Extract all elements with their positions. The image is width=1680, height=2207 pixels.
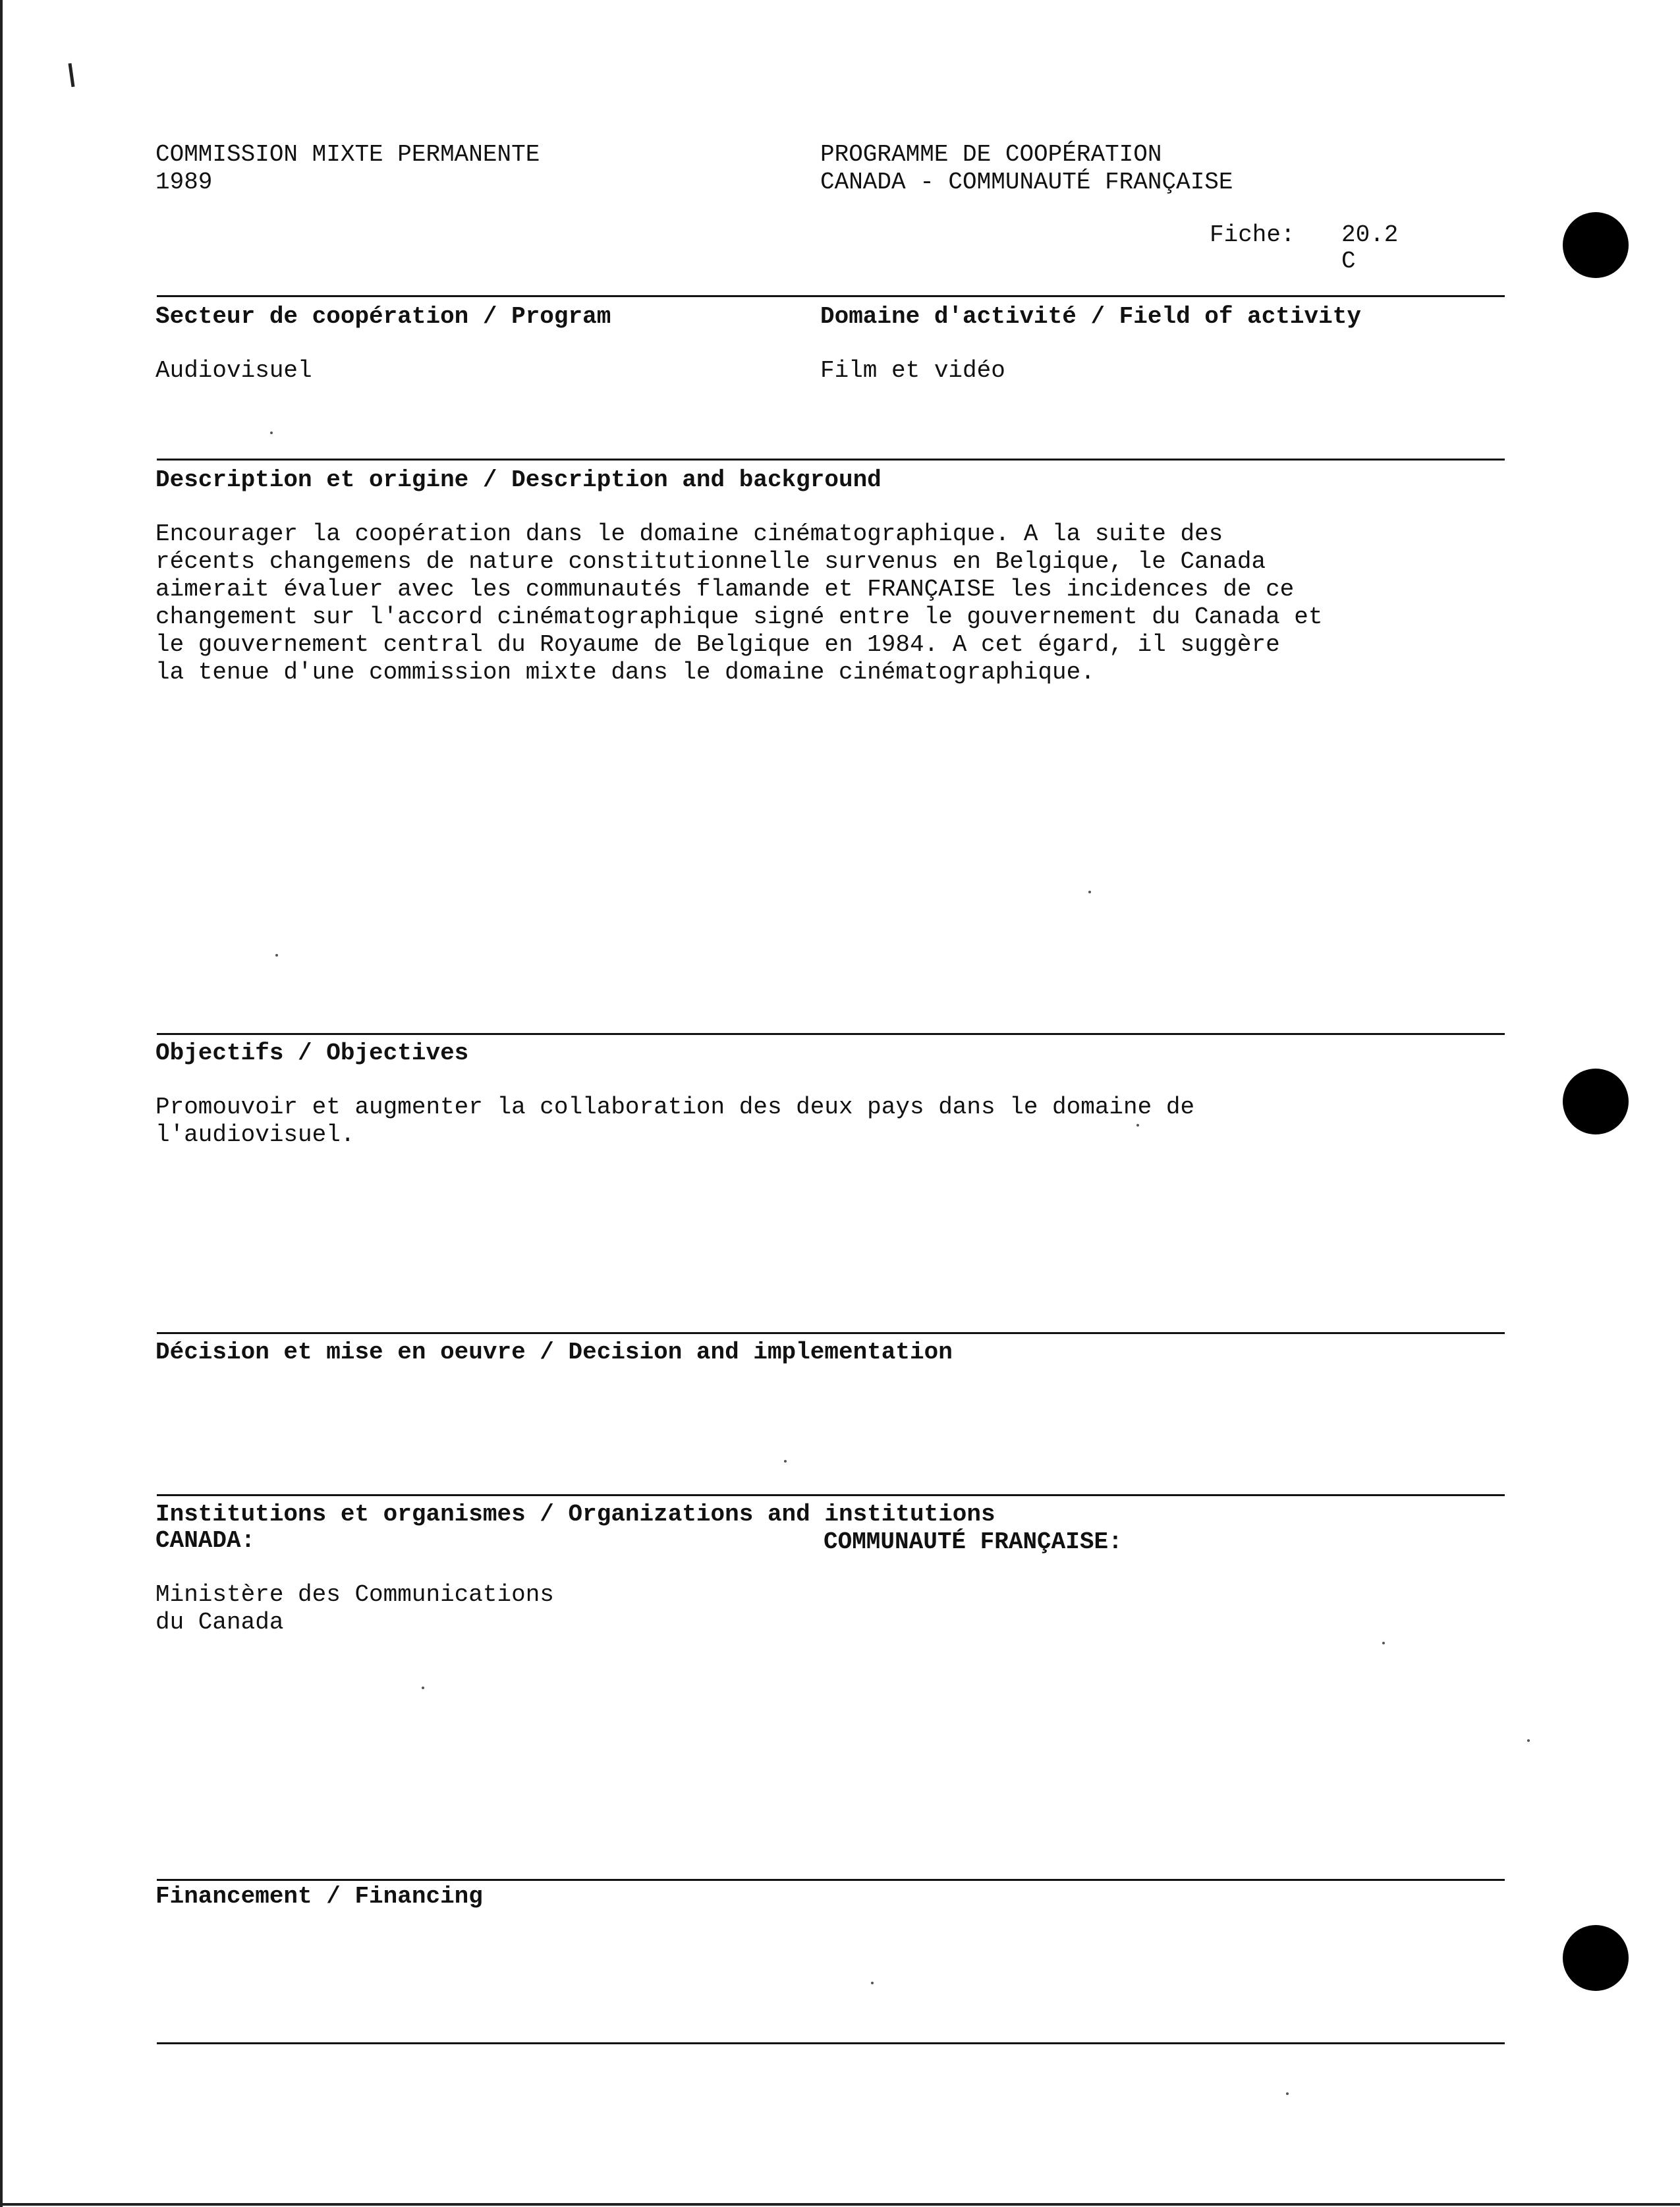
- commission-title: COMMISSION MIXTE PERMANENTE: [155, 141, 540, 168]
- description-text: Encourager la coopération dans le domaine cinématographique. A la suite des récents changemens de nature constitutionnelle survenus en Belgique, le Canada aimerait évaluer avec les communautés flamande et FRANÇAISE les incidences de ce changement sur l'accord cinématographique signé entre le gouvernement du Canada et le gouvernement central du Royaume de Belgique en 1984. A cet égard, il suggère la tenue d'une commission mixte dans le domaine cinématographique.: [155, 520, 1323, 686]
- scan-speck: [1382, 1642, 1385, 1644]
- programme-subtitle: CANADA - COMMUNAUTÉ FRANÇAISE: [820, 169, 1233, 196]
- fiche-label: Fiche:: [1210, 221, 1295, 248]
- punch-hole-middle: [1563, 1069, 1629, 1134]
- divider-2: [157, 459, 1505, 461]
- punch-hole-bottom: [1563, 1925, 1629, 1991]
- divider-5: [157, 1494, 1505, 1496]
- objectives-text: Promouvoir et augmenter la collaboration des deux pays dans le domaine de l'audiovisuel.: [155, 1094, 1195, 1148]
- scan-speck: [784, 1460, 787, 1463]
- fiche-number: 20.2: [1341, 221, 1399, 248]
- canada-institution-text: Ministère des Communications du Canada: [155, 1581, 554, 1636]
- decision-heading: Décision et mise en oeuvre / Decision and implementation: [155, 1339, 953, 1366]
- scan-speck: [275, 954, 278, 957]
- scan-mark: [69, 63, 75, 87]
- divider-6: [157, 1879, 1505, 1881]
- objectives-heading: Objectifs / Objectives: [155, 1040, 469, 1067]
- scan-speck: [1286, 2092, 1289, 2095]
- description-heading: Description et origine / Description and background: [155, 466, 882, 493]
- divider-4: [157, 1332, 1505, 1334]
- scan-speck: [871, 1982, 874, 1984]
- divider-7: [157, 2042, 1505, 2044]
- scan-border-left: [0, 0, 3, 2207]
- programme-title: PROGRAMME DE COOPÉRATION: [820, 141, 1162, 168]
- scan-speck: [270, 432, 273, 434]
- financing-heading: Financement / Financing: [155, 1883, 483, 1910]
- scan-speck: [422, 1687, 424, 1689]
- scan-speck: [1527, 1739, 1530, 1742]
- institutions-heading: Institutions et organismes / Organizations and institutions: [155, 1501, 995, 1528]
- commission-year: 1989: [155, 169, 213, 196]
- punch-hole-top: [1563, 212, 1629, 278]
- divider-1: [157, 295, 1505, 297]
- sector-value: Audiovisuel: [155, 357, 312, 384]
- divider-3: [157, 1033, 1505, 1035]
- canada-label: CANADA:: [155, 1527, 256, 1554]
- scan-speck: [1088, 891, 1091, 893]
- communaute-label: COMMUNAUTÉ FRANÇAISE:: [824, 1528, 1123, 1555]
- scan-speck: [1136, 1124, 1139, 1127]
- field-heading: Domaine d'activité / Field of activity: [820, 303, 1361, 330]
- fiche-letter: C: [1341, 248, 1356, 275]
- sector-heading: Secteur de coopération / Program: [155, 303, 611, 330]
- scan-border-bottom: [0, 2203, 1680, 2206]
- field-value: Film et vidéo: [820, 357, 1005, 384]
